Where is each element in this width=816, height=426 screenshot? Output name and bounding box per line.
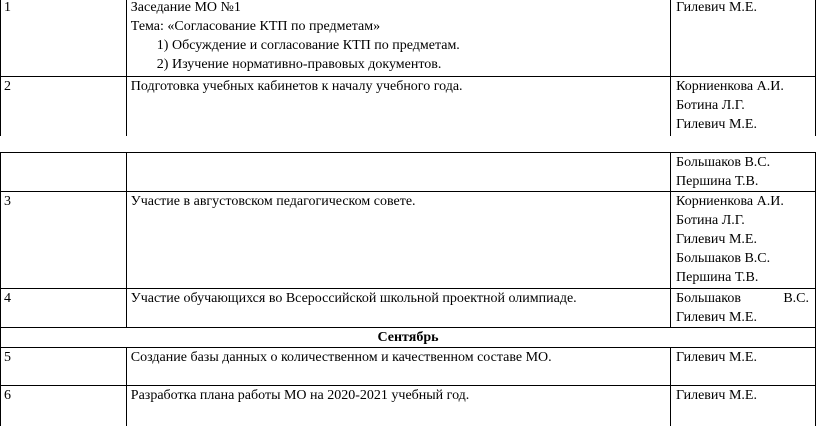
meeting-topic: Тема: «Согласование КТП по предметам» bbox=[130, 19, 381, 34]
table-row bbox=[1, 153, 816, 192]
responsible-cell bbox=[671, 0, 816, 76]
event-cell bbox=[126, 0, 670, 76]
table-row bbox=[1, 0, 816, 76]
plan-table-part1 bbox=[0, 0, 816, 136]
table-row bbox=[1, 348, 816, 386]
responsible-initials: В.С. bbox=[783, 291, 809, 306]
row-number: 3 bbox=[1, 192, 127, 289]
row-number: 2 bbox=[1, 76, 127, 136]
responsible-cell bbox=[671, 348, 816, 386]
agenda-item: 1) Обсуждение и согласование КТП по предметам. bbox=[156, 38, 460, 53]
responsible-name-justified bbox=[676, 289, 815, 308]
event-cell: Участие обучающихся во Всероссийской школьной проектной олимпиаде. bbox=[126, 289, 670, 328]
event-cell: Разработка плана работы МО на 2020-2021 учебный год. bbox=[126, 386, 670, 426]
responsible-name: Ботина Л.Г. bbox=[676, 213, 745, 228]
plan-table-part2 bbox=[0, 152, 816, 426]
responsible-name: Першина Т.В. bbox=[676, 270, 759, 285]
responsible-name: Першина Т.В. bbox=[676, 174, 759, 189]
agenda-item: 2) Изучение нормативно-правовых документов. bbox=[156, 57, 442, 72]
responsible-name: Гилевич М.Е. bbox=[676, 116, 757, 132]
responsible-name: Гилевич М.Е. bbox=[676, 310, 757, 325]
responsible-name: Гилевич М.Е. bbox=[676, 388, 757, 403]
responsible-name: Корниенкова А.И. bbox=[676, 194, 784, 209]
table-row bbox=[1, 76, 816, 136]
event-cell: Участие в августовском педагогическом совете. bbox=[126, 192, 670, 289]
event-cell: Подготовка учебных кабинетов к началу учебного года. bbox=[126, 76, 670, 136]
event-cell bbox=[126, 153, 670, 192]
responsible-cell bbox=[671, 76, 816, 136]
responsible-name: Гилевич М.Е. bbox=[676, 232, 757, 247]
table-row bbox=[1, 192, 816, 289]
responsible-surname: Большаков bbox=[676, 291, 741, 306]
responsible-name: Ботина Л.Г. bbox=[676, 97, 745, 113]
month-row bbox=[1, 328, 816, 348]
responsible-cell bbox=[671, 289, 816, 328]
table-row bbox=[1, 289, 816, 328]
agenda-list bbox=[131, 36, 670, 74]
event-cell: Создание базы данных о количественном и качественном составе МО. bbox=[126, 348, 670, 386]
responsible-name: Корниенкова А.И. bbox=[676, 78, 784, 94]
responsible-name: Большаков В.С. bbox=[676, 155, 771, 170]
responsible-cell bbox=[671, 192, 816, 289]
responsible-cell bbox=[671, 153, 816, 192]
row-number: 5 bbox=[1, 348, 127, 386]
row-number: 4 bbox=[1, 289, 127, 328]
row-number: 6 bbox=[1, 386, 127, 426]
row-number bbox=[1, 153, 127, 192]
responsible-name: Гилевич М.Е. bbox=[676, 0, 757, 15]
responsible-name: Гилевич М.Е. bbox=[676, 350, 757, 365]
month-heading: Сентябрь bbox=[1, 328, 816, 348]
responsible-name: Большаков В.С. bbox=[676, 251, 771, 266]
meeting-title: Заседание МО №1 bbox=[130, 0, 241, 15]
row-number: 1 bbox=[1, 0, 127, 76]
